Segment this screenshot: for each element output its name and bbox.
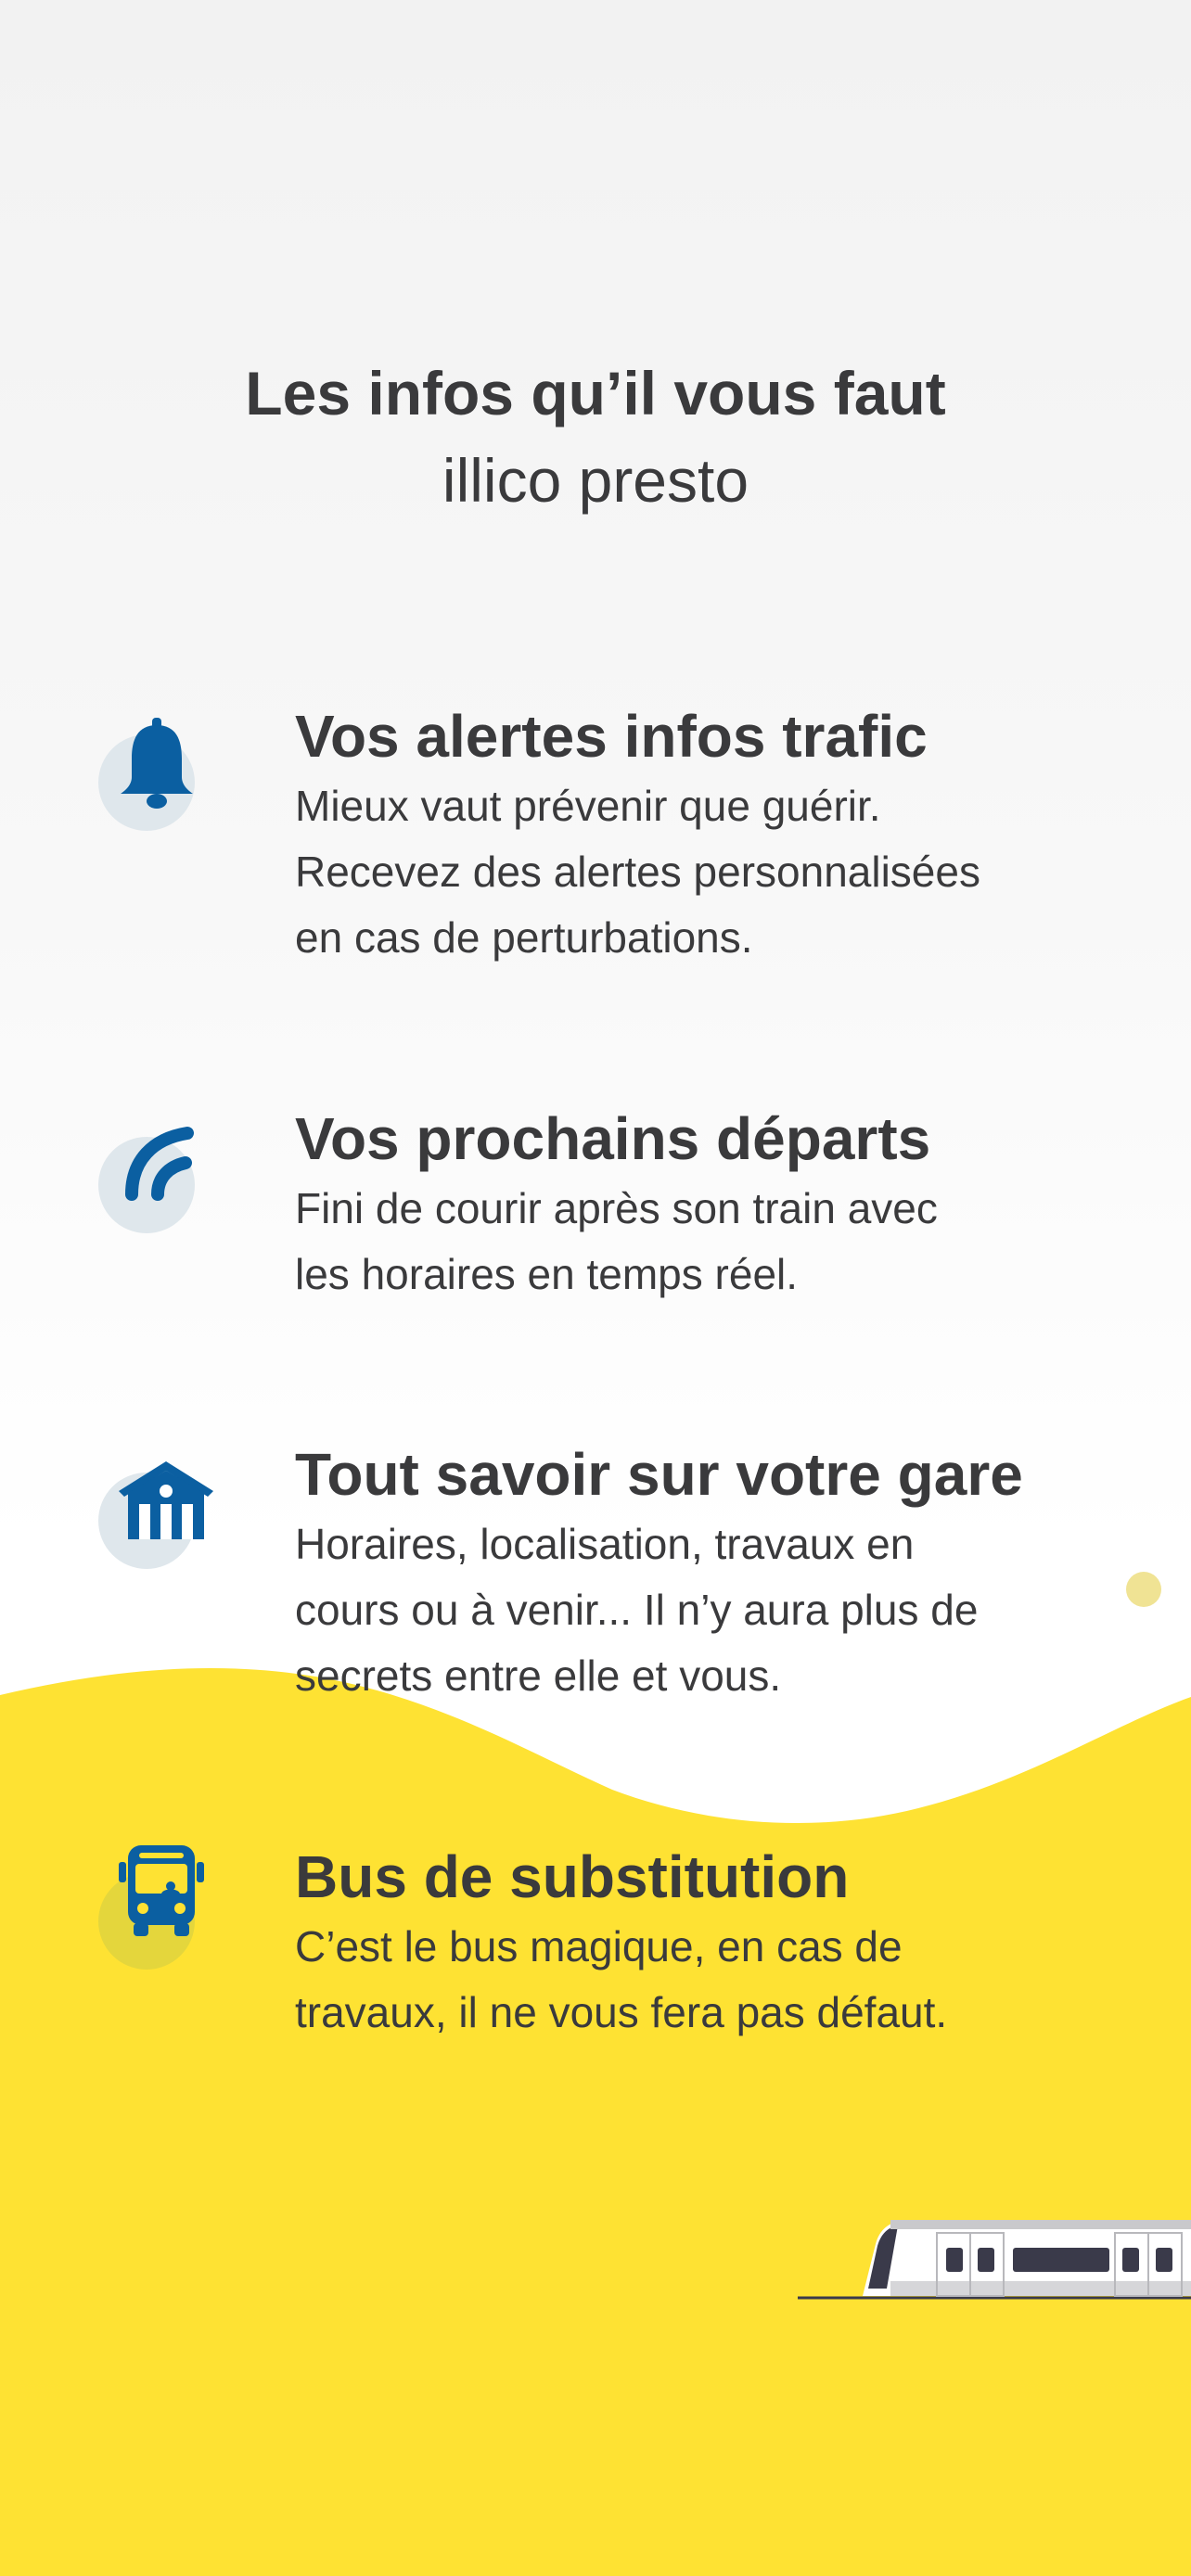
header: [0, 352, 1191, 527]
decorative-dot: [1126, 1572, 1161, 1607]
feature-description: C’est le bus magique, en cas de travaux, il ne vous fera pas défaut.: [295, 1922, 948, 2036]
bus-icon: [98, 1840, 219, 1960]
page-subtitle: illico presto: [442, 446, 749, 515]
feature-title: Vos prochains départs: [295, 1105, 931, 1172]
bell-icon: [98, 716, 219, 836]
train-illustration: [798, 2207, 1191, 2309]
station-icon: [98, 1454, 219, 1575]
feature-description: Horaires, localisation, travaux en cours ou à venir... Il n’y aura plus de secrets entre elle et vous.: [295, 1520, 979, 1700]
realtime-signal-icon: [98, 1118, 219, 1239]
feature-title: Bus de substitution: [295, 1843, 850, 1910]
feature-description: Fini de courir après son train avec les horaires en temps réel.: [295, 1184, 938, 1298]
page-title: Les infos qu’il vous faut: [245, 359, 946, 427]
feature-title: Vos alertes infos trafic: [295, 703, 928, 770]
feature-description: Mieux vaut prévenir que guérir. Recevez des alertes personnalisées en cas de perturbations.: [295, 782, 980, 962]
feature-title: Tout savoir sur votre gare: [295, 1441, 1023, 1508]
